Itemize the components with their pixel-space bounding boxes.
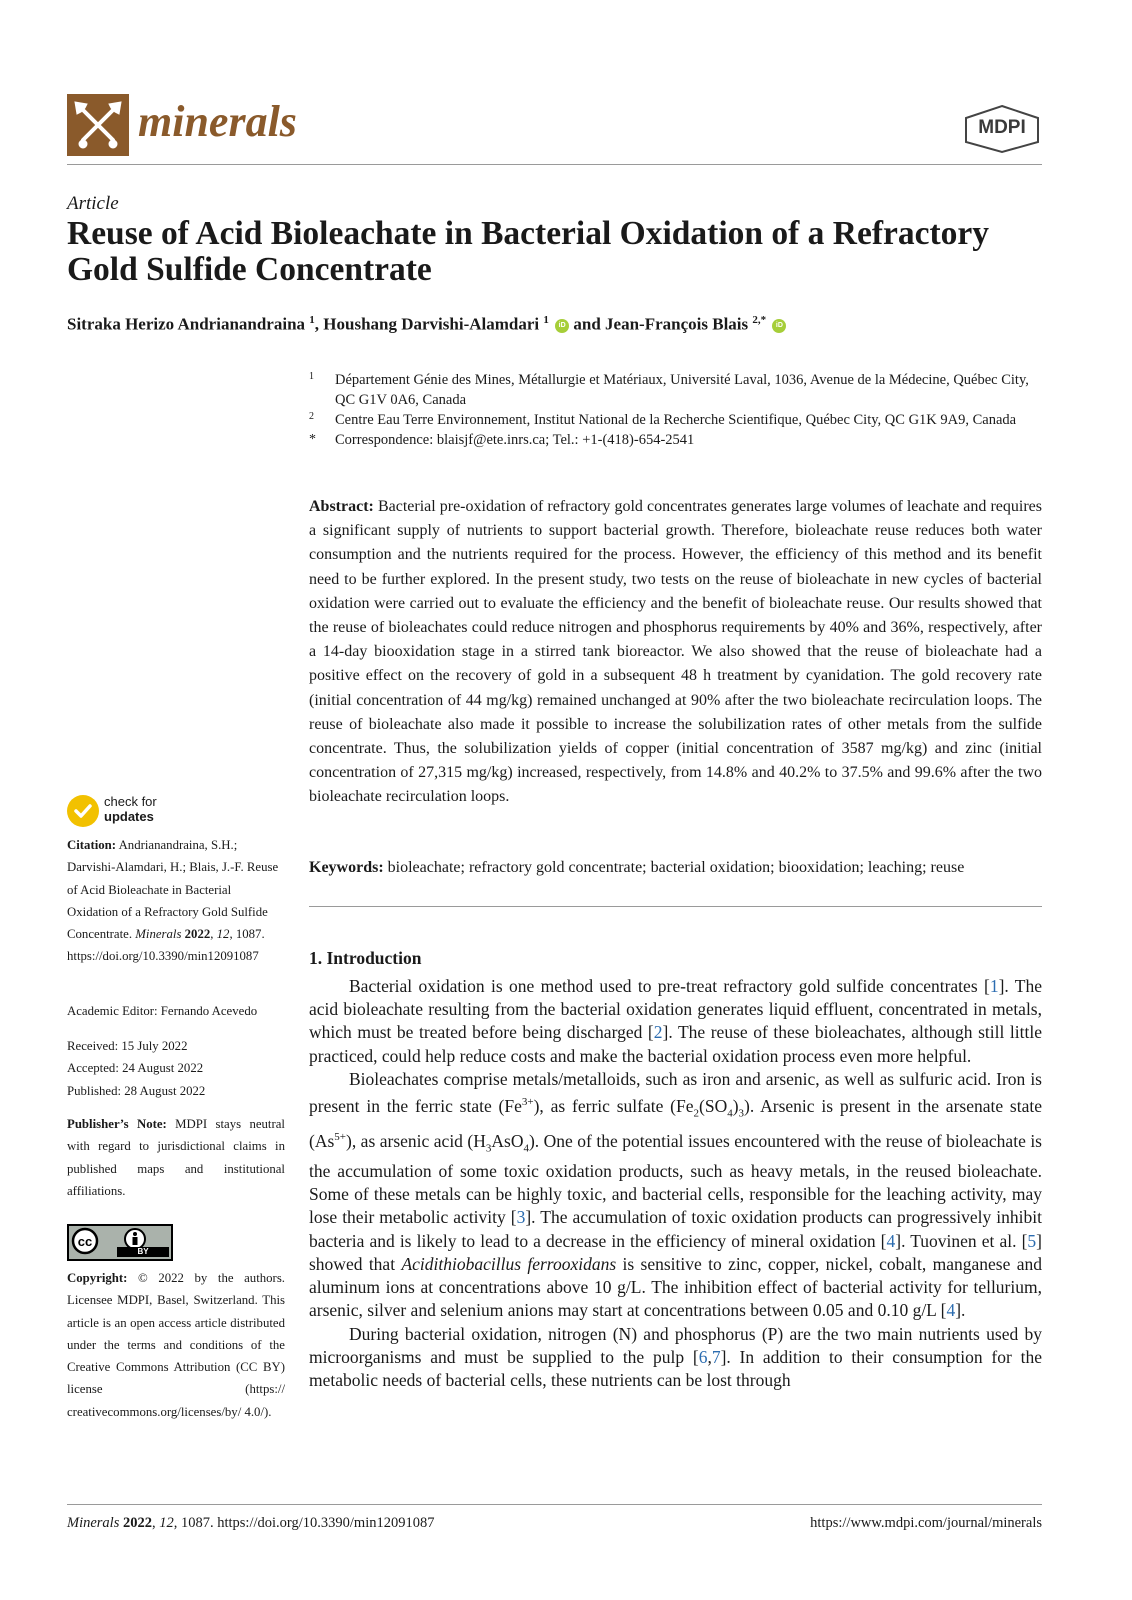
species-name: Acidithiobacillus ferrooxidans — [401, 1253, 617, 1274]
abstract-text: Bacterial pre-oxidation of refractory gold concentrates generates large volumes of leachate and requires a significant supply of nutrients to support bacterial growth. Therefore, bioleachate reuse reduces both water consumption and the nutrients required for the process. However, the efficiency of this method and its benefit need to be further explored. In the present study, two tests on the reuse of bioleachate in new cycles of bacterial oxidation were carried out to evaluate the efficiency and the benefit of bioleachate reuse. Our results showed that the reuse of bioleachates could reduce nitrogen and phosphorus requirements by 40% and 36%, respectively, after a 14-day biooxidation stage in a stirred tank bioreactor. We also showed that the reuse of bioleachate had a positive effect on the recovery of gold in a subsequent 48 h treatment by cyanidation. The gold recovery rate (initial concentration of 44 mg/kg) remained unchanged at 90% after the two bioleachate recirculation loops. The reuse of bioleachate also made it possible to increase the solubilization rates of other metals from the sulfide concentrate. Thus, the solubilization yields of copper (initial concentration of 3587 mg/kg) and zinc (initial concentration of 27,315 mg/kg) increased, respectively, from 14.8% and 40.2% to 37.5% and 99.6% after the two bioleachate recirculation loops. — [309, 498, 1042, 806]
mdpi-logo[interactable] — [962, 104, 1042, 154]
affiliation-item — [309, 410, 1039, 430]
cc-by-label: BY — [117, 1247, 169, 1257]
reference-link[interactable]: 7 — [711, 1346, 721, 1367]
affiliation-mark: 2 — [309, 411, 314, 422]
reference-link[interactable]: 6 — [698, 1346, 708, 1367]
author-name: Houshang Darvishi-Alamdari — [323, 314, 540, 334]
author-separator: , — [314, 314, 324, 334]
footer-divider — [67, 1504, 1042, 1505]
author-affiliation-mark: 1 — [543, 314, 549, 326]
affiliation-mark: * — [309, 432, 316, 447]
journal-logo-icon — [67, 94, 129, 156]
author-list — [67, 308, 1057, 337]
header-divider — [67, 164, 1042, 165]
section-divider — [309, 906, 1042, 907]
reference-link[interactable]: 4 — [886, 1230, 896, 1251]
reference-link[interactable]: 2 — [653, 1022, 663, 1043]
affiliation-text: Centre Eau Terre Environnement, Institut National de la Recherche Scientifique, Québec City, QC G1K 9A9, Canada — [335, 412, 1017, 428]
abstract-label: Abstract: — [309, 498, 374, 515]
author-name: Sitraka Herizo Andrianandraina — [67, 314, 306, 334]
cc-by-license-icon[interactable] — [67, 1224, 173, 1261]
reference-link[interactable]: 5 — [1027, 1230, 1037, 1251]
check-for-updates-button[interactable] — [67, 793, 177, 829]
published-date: Published: 28 August 2022 — [67, 1083, 206, 1098]
keywords-text: bioleachate; refractory gold concentrate; bacterial oxidation; biooxidation; leaching; reuse — [387, 859, 965, 876]
check-updates-label: check for — [104, 794, 157, 809]
publisher-note-label: Publisher’s Note: — [67, 1117, 167, 1131]
svg-text:cc: cc — [77, 1234, 93, 1249]
crossed-shovels-icon — [67, 94, 129, 156]
paragraph: During bacterial oxidation, nitrogen (N) and phosphorus (P) are the two main nutrients used by microorganisms and must be supplied to the pulp [6,7]. In addition to their consumption for the metabolic needs of bacterial cells, these nutrients can be lost through — [309, 1323, 1042, 1390]
footer-journal-url[interactable]: https://www.mdpi.com/journal/minerals — [810, 1515, 1042, 1531]
reference-link[interactable]: 3 — [516, 1207, 526, 1228]
journal-name: minerals — [138, 97, 297, 146]
section-heading: 1. Introduction — [309, 948, 422, 968]
checkmark-icon — [67, 795, 99, 827]
paragraph: Bioleachates comprise metals/metalloids, such as iron and arsenic, as well as sulfuric acid. Iron is present in the ferric state $(Fe^{3+})$, as ferric sulfate $(Fe_2(SO_4)_3)$. Arsenic is present in the arsenate state $(As^{5+})$, as arsenic acid $(H_3AsO_4)$. One of the potential issues encountered with the reuse of bioleachate is the accumulation of some toxic oxidation products, such as heavy metals, in the reused bioleachate. Some of these metals can be highly toxic, and bacterial cells, responsible for the leaching activity, may lose their metabolic activity [3]. The accumulation of toxic oxidation products can progressively inhibit bacteria and is likely to lead to a decrease in the efficiency of mineral oxidation [4]. Tuovinen et al. [5] showed that Acidithiobacillus ferrooxidans is sensitive to zinc, copper, nickel, cobalt, manganese and aluminum ions at concentrations above 10 g/L. The inhibition effect of bacterial activity for tellurium, arsenic, silver and selenium anions may start at concentrations between 0.05 and 0.10 g/L [4]. — [309, 1068, 1043, 1321]
citation-label: Citation: — [67, 838, 117, 852]
footer-doi-link[interactable]: , 1087. https://doi.org/10.3390/min12091087 — [173, 1515, 435, 1531]
citation: Citation: Andrianandraina, S.H.; Darvishi-Alamdari, H.; Blais, J.-F. Reuse of Acid Bioleachate in Bacterial Oxidation of a Refractory Gold Sulfide Concentrate. Minerals 2022, 12, 1087. https://doi.org/10.3390/min12091087 — [67, 838, 279, 964]
affiliations — [309, 370, 1039, 450]
introduction-body — [309, 975, 1042, 1392]
article-title: Reuse of Acid Bioleachate in Bacterial Oxidation of a Refractory Gold Sulfide Concentrate — [67, 215, 990, 288]
received-date: Received: 15 July 2022 — [67, 1039, 188, 1053]
copyright-label: Copyright: — [67, 1271, 128, 1285]
author-separator: and — [569, 314, 606, 334]
footer-citation: Minerals 2022, 12, 1087. https://doi.org/10.3390/min12091087 — [67, 1515, 435, 1531]
publication-dates — [67, 1035, 285, 1102]
article-type: Article — [67, 193, 119, 214]
copyright-notice: Copyright: © 2022 by the authors. Licensee MDPI, Basel, Switzerland. This article is an open access article distributed under the terms and conditions of the Creative Commons Attribution (CC BY) license (https:// creativecommons.org/licenses/by/ 4.0/). — [67, 1271, 285, 1419]
affiliation-text: Département Génie des Mines, Métallurgie et Matériaux, Université Laval, 1036, Avenue de la Médecine, Québec City, QC G1V 0A6, Canada — [335, 372, 1029, 408]
abstract — [309, 495, 1042, 810]
affiliation-item — [309, 430, 1039, 450]
affiliation-item — [309, 370, 1039, 410]
affiliation-mark: 1 — [309, 371, 314, 382]
academic-editor: Academic Editor: Fernando Acevedo — [67, 1004, 258, 1018]
publisher-note: Publisher’s Note: MDPI stays neutral with regard to jurisdictional claims in published maps and institutional affiliations. — [67, 1117, 285, 1198]
orcid-icon[interactable]: iD — [555, 319, 569, 333]
mdpi-logo-text: MDPI — [978, 117, 1026, 138]
reference-link[interactable]: 1 — [989, 976, 999, 996]
keywords — [309, 856, 1042, 880]
paragraph: Bacterial oxidation is one method used to pre-treat refractory gold sulfide concentrates [1]. The acid bioleachate resulting from the bacterial oxidation generates liquid effluent, concentrated in metals, which must be treated before being discharged [2]. The reuse of these bioleachates, although still little practiced, could help reduce costs and make the bacterial oxidation process even more helpful. — [309, 976, 1043, 1066]
author-name: Jean-François Blais — [605, 314, 749, 334]
author-affiliation-mark: 1 — [309, 314, 315, 326]
accepted-date: Accepted: 24 August 2022 — [67, 1061, 204, 1076]
doi-link[interactable]: , 1087. https://doi.org/10.3390/min12091087 — [67, 927, 265, 964]
reference-link[interactable]: 4 — [946, 1300, 956, 1321]
author-affiliation-mark: 2,* — [752, 314, 767, 326]
check-updates-label: updates — [104, 809, 154, 824]
orcid-icon[interactable]: iD — [772, 319, 786, 333]
keywords-label: Keywords: — [309, 859, 384, 876]
correspondence-text: Correspondence: blaisjf@ete.inrs.ca; Tel.: +1-(418)-654-2541 — [335, 432, 695, 448]
